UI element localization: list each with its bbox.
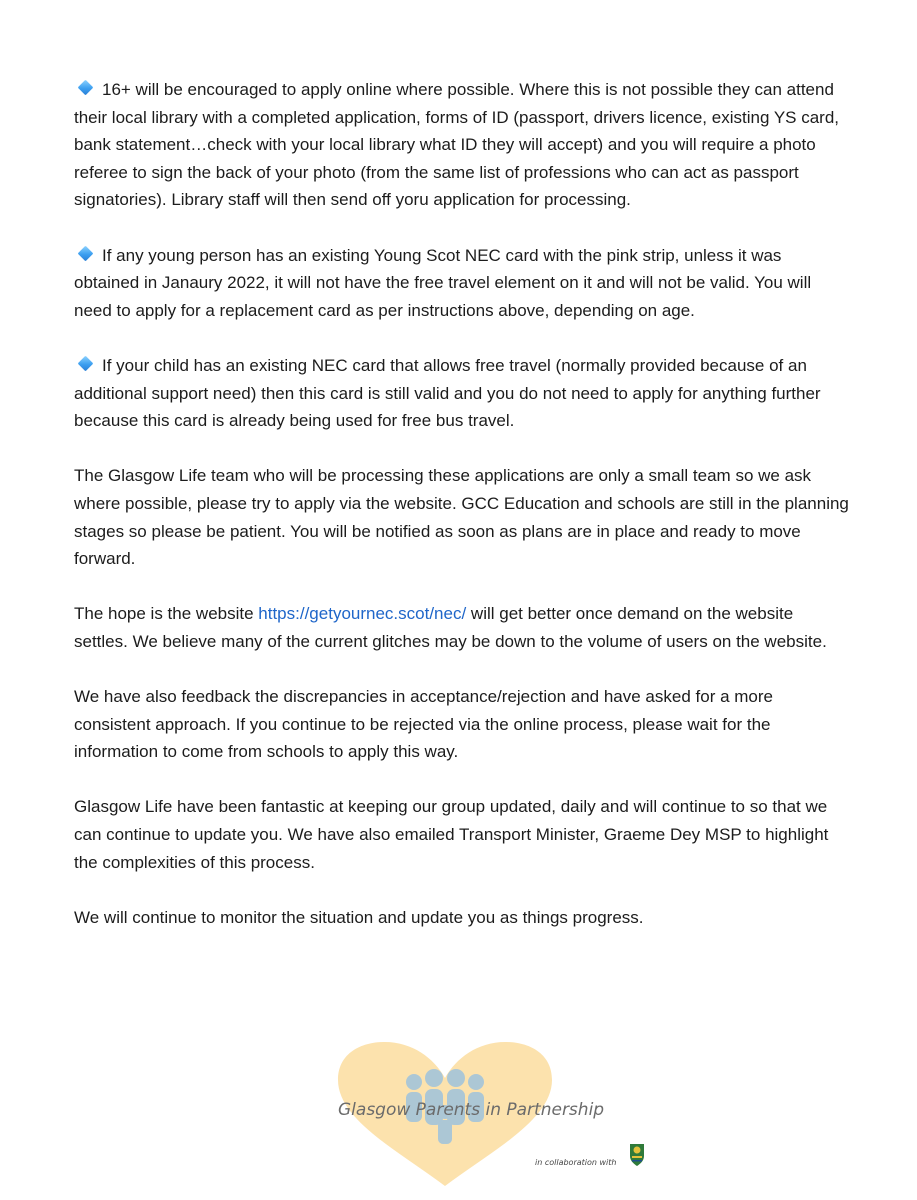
paragraph-website — [74, 600, 849, 655]
paragraph-text-after-link: will get better once demand on the website settles. We believe many of the current glitches may be down to the volume of users on the website. — [74, 604, 827, 651]
logo-name: Glasgow Parents in Partnership — [338, 1100, 605, 1120]
paragraph-closing — [74, 904, 849, 932]
footer-logo-area — [330, 1040, 660, 1190]
collaboration-text: in collaboration with — [535, 1158, 617, 1167]
paragraph-text: Glasgow Life have been fantastic at keeping our group updated, daily and will continue to so that we can continue to update you. We have also emailed Transport Minister, Graeme Dey MSP to highlight the complexities of this process. — [74, 797, 829, 872]
paragraph-text: We will continue to monitor the situation and update you as things progress. — [74, 907, 644, 927]
blue-diamond-icon — [78, 80, 94, 96]
paragraph-text: 16+ will be encouraged to apply online where possible. Where this is not possible they can attend their local library with a completed application, forms of ID (passport, drivers licence, existing YS card, bank statement…check with your local library what ID they will accept) and you will require a photo referee to sign the back of your photo (from the same list of professions who can act as passport signatories). Library staff will then send off yoru application for processing. — [74, 80, 840, 210]
paragraph-glasgow-life-team — [74, 462, 849, 572]
paragraph-existing-nec-card — [74, 352, 849, 435]
paragraph-updates — [74, 793, 849, 876]
glasgow-city-council-badge-icon — [629, 1142, 645, 1168]
paragraph-existing-young-scot-card — [74, 242, 849, 325]
document-body — [74, 76, 849, 959]
paragraph-text-before-link: The hope is the website — [74, 604, 259, 624]
paragraph-discrepancies — [74, 683, 849, 766]
paragraph-text: If any young person has an existing Young Scot NEC card with the pink strip, unless it was obtained in Janaury 2022, it will not have the free travel element on it and will not be valid. You will need to apply for a replacement card as per instructions above, depending on age. — [74, 245, 812, 320]
paragraph-apply-16-plus — [74, 76, 849, 214]
paragraph-text: The Glasgow Life team who will be processing these applications are only a small team so we ask where possible, please try to apply via the website. GCC Education and schools are still in the planning stages so please be patient. You will be notified as soon as plans are in place and ready to move forward. — [74, 466, 849, 569]
paragraph-text: If your child has an existing NEC card that allows free travel (normally provided because of an additional support need) then this card is still valid and you do not need to apply for anything further because this card is already being used for free bus travel. — [74, 355, 821, 431]
blue-diamond-icon — [78, 245, 94, 261]
getyournec-link[interactable]: https://getyournec.scot/nec/ — [258, 604, 467, 624]
paragraph-text: We have also feedback the discrepancies in acceptance/rejection and have asked for a more consistent approach. If you continue to be rejected via the online process, please wait for the information to come from schools to apply this way. — [74, 687, 773, 762]
blue-diamond-icon — [78, 356, 94, 372]
